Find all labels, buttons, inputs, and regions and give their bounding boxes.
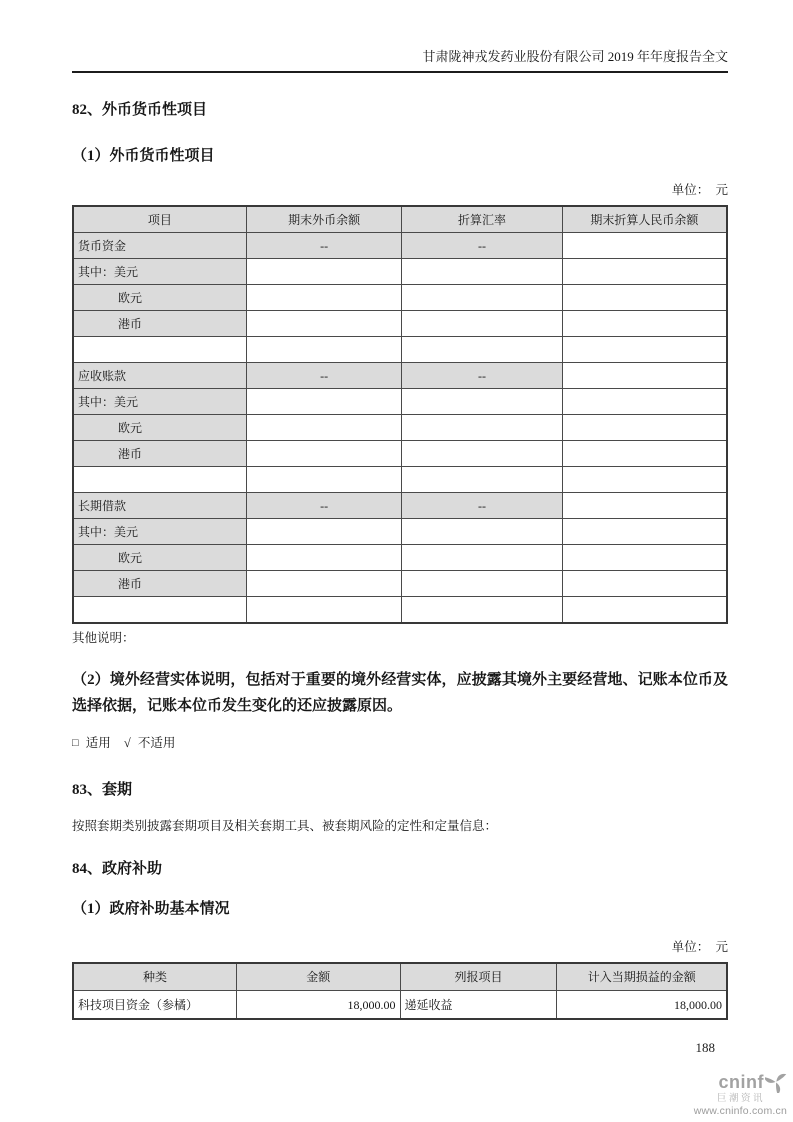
unit-label-subsidy: 单位： 元: [671, 940, 728, 954]
column-header: 期末外币余额: [246, 206, 402, 233]
checkbox-unchecked-icon: □: [72, 737, 79, 749]
table-row: [73, 493, 727, 519]
table-cell: 递延收益: [400, 991, 557, 1020]
cninfo-logo-row: [687, 1071, 787, 1093]
table-cell: [402, 571, 562, 597]
table-cell: [402, 389, 562, 415]
document-header-title: 甘肃陇神戎发药业股份有限公司 2019 年年度报告全文: [422, 49, 728, 64]
column-header: 期末折算人民币余额: [562, 206, 727, 233]
table-row: [73, 519, 727, 545]
table-cell: 应收账款: [73, 363, 246, 389]
table-cell: 港币: [73, 571, 246, 597]
table-cell: [402, 415, 562, 441]
table-row: [73, 415, 727, 441]
table-cell: 港币: [73, 311, 246, 337]
checkmark-icon: √: [123, 736, 131, 750]
table-cell: [246, 545, 402, 571]
government-subsidy-table: [72, 962, 728, 1020]
table-cell: [246, 389, 402, 415]
table-row: [73, 467, 727, 493]
table-cell: [562, 519, 727, 545]
table-cell: [246, 441, 402, 467]
table-cell: [562, 415, 727, 441]
other-notes-label: 其他说明：: [72, 631, 135, 645]
table-row: [73, 233, 727, 259]
table-cell: [246, 259, 402, 285]
table-cell: [246, 415, 402, 441]
table-row: [73, 285, 727, 311]
table-cell: [246, 597, 402, 624]
table-cell: 港币: [73, 441, 246, 467]
section-83-body: 按照套期类别披露套期项目及相关套期工具、被套期风险的定性和定量信息：: [72, 819, 498, 833]
table-cell: [246, 571, 402, 597]
table-cell: [73, 467, 246, 493]
table-row: [73, 311, 727, 337]
cninfo-logo: [687, 1071, 787, 1116]
table-cell: [562, 233, 727, 259]
table-cell: [562, 571, 727, 597]
table-row: [73, 259, 727, 285]
table-row: [73, 441, 727, 467]
table-cell: [402, 259, 562, 285]
table-cell: [402, 467, 562, 493]
table-cell: 18,000.00: [237, 991, 401, 1020]
table-cell: [562, 337, 727, 363]
table-cell: [246, 467, 402, 493]
cninfo-logo-chinese: 巨潮资讯: [716, 1093, 765, 1104]
table-cell: [246, 519, 402, 545]
table-header-row: [73, 206, 727, 233]
foreign-currency-table: [72, 205, 728, 624]
section-83-title: 83、套期: [72, 782, 133, 798]
not-applicable-label: 不适用: [137, 736, 176, 750]
table-row: [73, 389, 727, 415]
table-cell: [73, 597, 246, 624]
column-header: 种类: [73, 963, 237, 991]
column-header: 列报项目: [400, 963, 557, 991]
table-cell: --: [402, 363, 562, 389]
table-cell: --: [246, 363, 402, 389]
table-row: [73, 337, 727, 363]
table-row: [73, 991, 727, 1020]
table-cell: [402, 441, 562, 467]
table-cell: [562, 597, 727, 624]
table-cell: [562, 545, 727, 571]
section-82-title: 82、外币货币性项目: [72, 102, 208, 118]
section-84-title: 84、政府补助: [72, 861, 163, 877]
table-cell: 欧元: [73, 285, 246, 311]
table-row: [73, 571, 727, 597]
table-cell: 货币资金: [73, 233, 246, 259]
table-cell: [562, 467, 727, 493]
table-header-row: [73, 963, 727, 991]
table-cell: [402, 285, 562, 311]
table-cell: 科技项目资金（参橘）: [73, 991, 237, 1020]
applicability-line: [72, 735, 728, 753]
table-cell: [562, 311, 727, 337]
table-cell: 欧元: [73, 545, 246, 571]
table-cell: [562, 259, 727, 285]
section-82-sub2-title: （2）境外经营实体说明，包括对于重要的境外经营实体，应披露其境外主要经营地、记账本位币及选择依据，记账本位币发生变化的还应披露原因。: [72, 672, 728, 714]
table-cell: 其中：美元: [73, 259, 246, 285]
table-cell: 欧元: [73, 415, 246, 441]
table-row: [73, 597, 727, 624]
table-cell: [402, 311, 562, 337]
table-cell: [402, 545, 562, 571]
cninfo-swirl-icon: [765, 1071, 787, 1093]
table-cell: [562, 285, 727, 311]
applicable-label: 适用: [85, 736, 111, 750]
cninfo-logo-url: www.cninfo.com.cn: [693, 1104, 787, 1117]
table-row: [73, 363, 727, 389]
table-cell: --: [402, 493, 562, 519]
document-header: [72, 0, 728, 73]
table-cell: 长期借款: [73, 493, 246, 519]
column-header: 折算汇率: [402, 206, 562, 233]
column-header: 计入当期损益的金额: [557, 963, 727, 991]
table-cell: [246, 285, 402, 311]
table-row: [73, 545, 727, 571]
table-cell: [246, 311, 402, 337]
section-82-sub1-title: （1）外币货币性项目: [72, 148, 215, 164]
table-cell: [402, 337, 562, 363]
table-cell: 18,000.00: [557, 991, 727, 1020]
table-cell: 其中：美元: [73, 389, 246, 415]
table-cell: --: [246, 233, 402, 259]
page-content: [72, 0, 728, 1020]
section-84-sub1-title: （1）政府补助基本情况: [72, 901, 230, 917]
unit-label-fx: 单位： 元: [671, 183, 728, 197]
table-cell: [562, 389, 727, 415]
column-header: 金额: [237, 963, 401, 991]
table-cell: --: [246, 493, 402, 519]
table-cell: [562, 441, 727, 467]
table-cell: [562, 493, 727, 519]
table-cell: [246, 337, 402, 363]
table-cell: [73, 337, 246, 363]
table-cell: [562, 363, 727, 389]
column-header: 项目: [73, 206, 246, 233]
table-cell: 其中：美元: [73, 519, 246, 545]
cninfo-logo-text: cninf: [718, 1072, 764, 1092]
table-cell: --: [402, 233, 562, 259]
table-cell: [402, 519, 562, 545]
page-number: 188: [695, 1040, 715, 1055]
table-cell: [402, 597, 562, 624]
